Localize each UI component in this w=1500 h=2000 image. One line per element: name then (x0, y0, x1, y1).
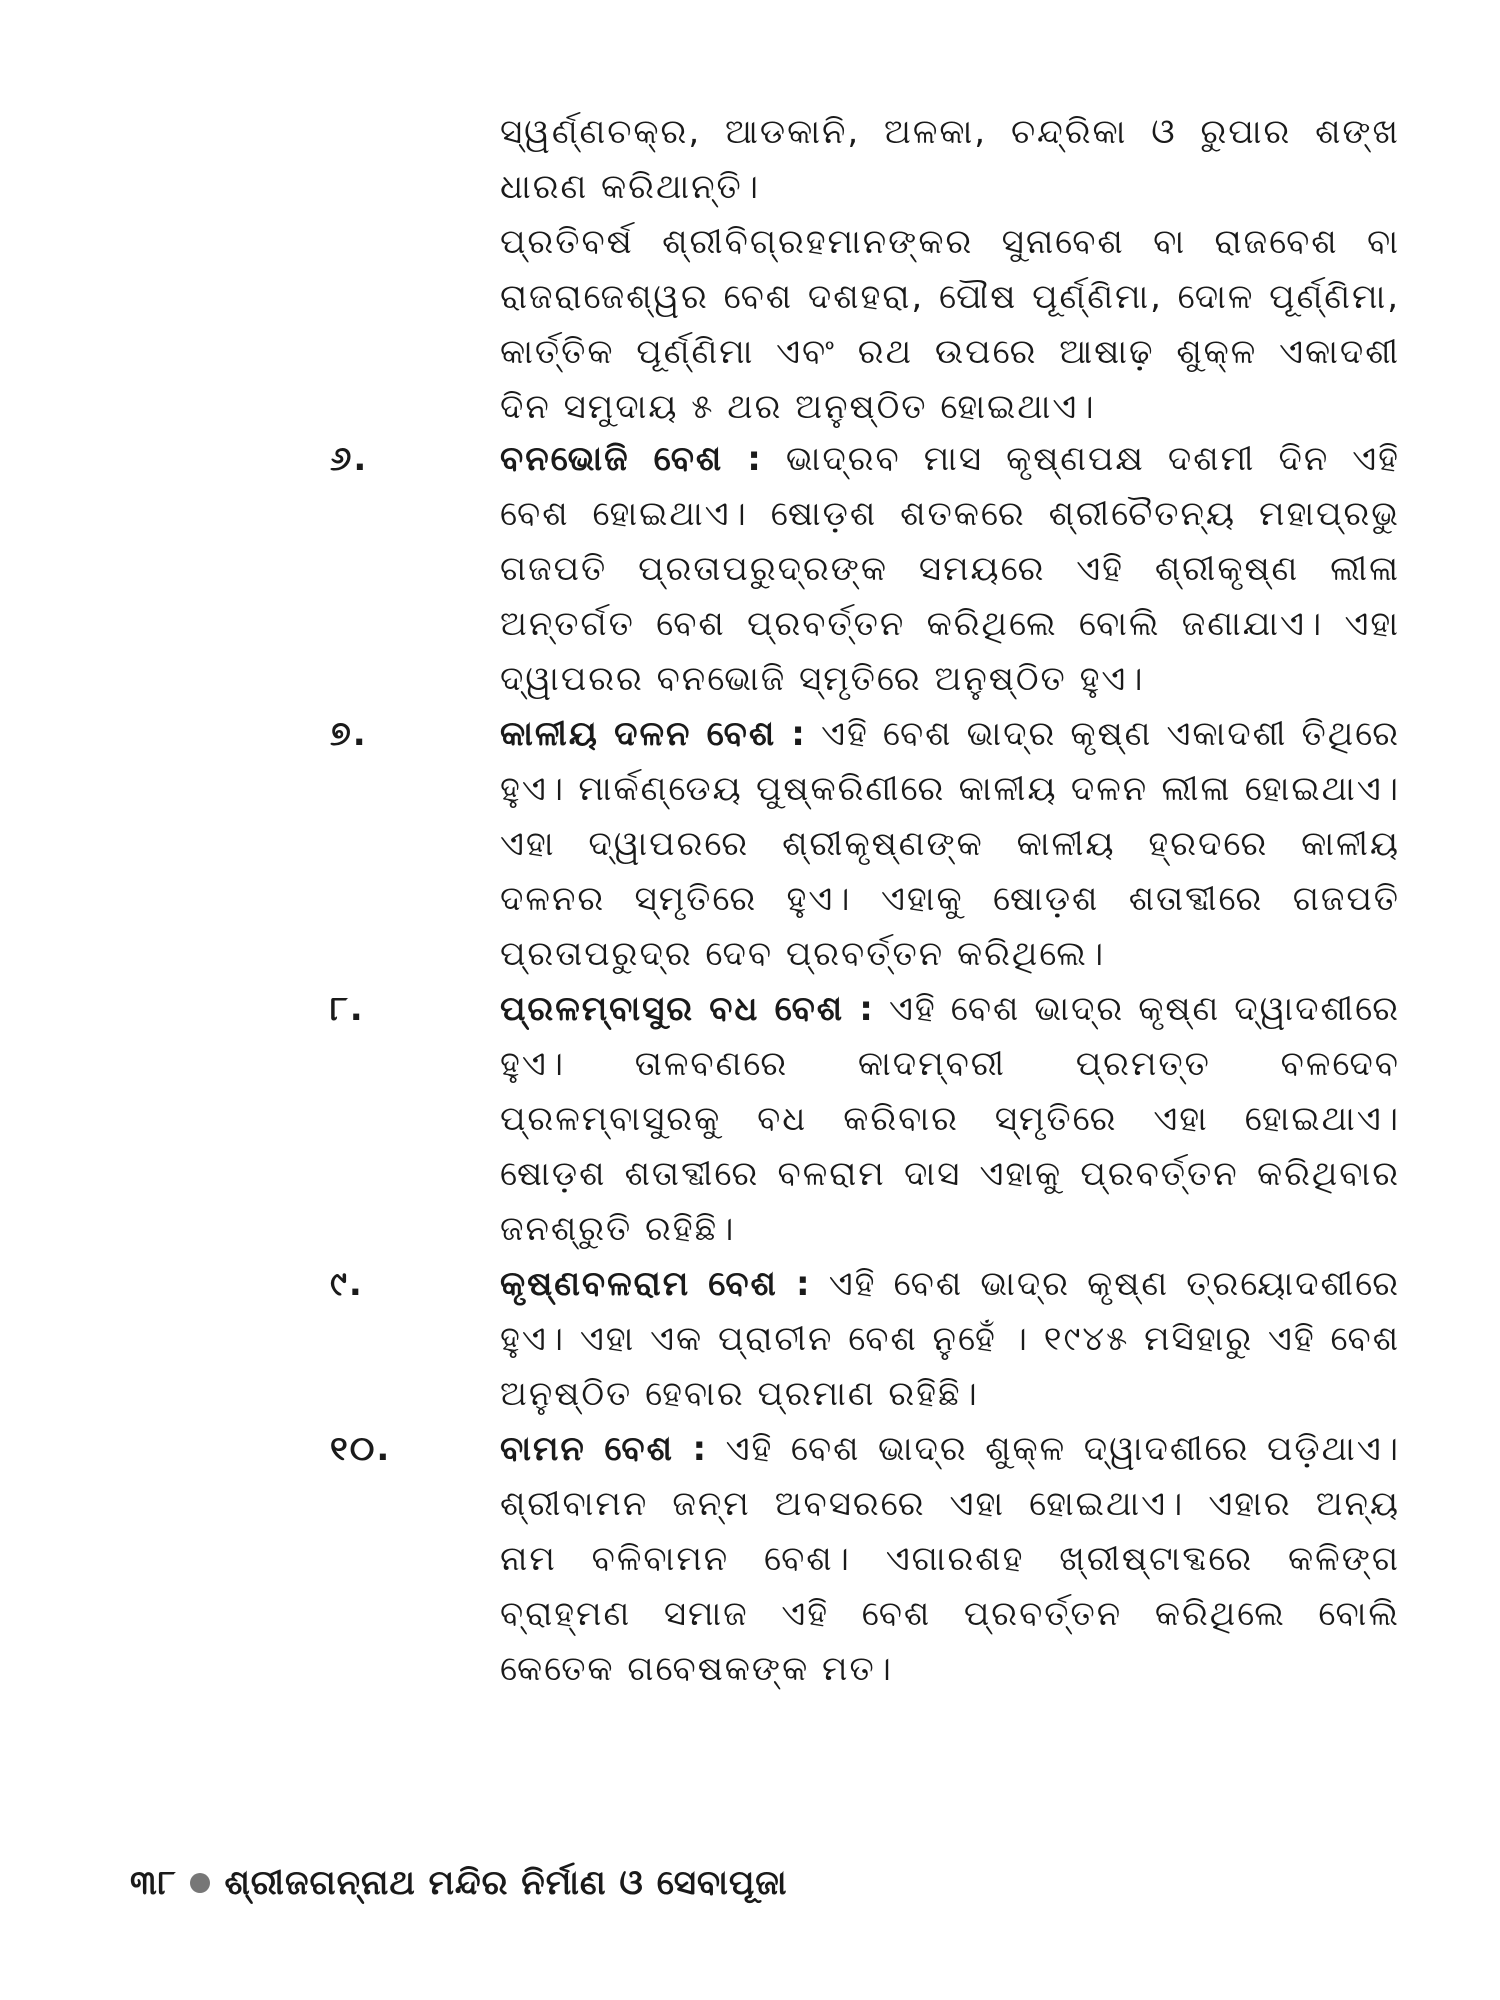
item-body (500, 432, 1400, 707)
page-number: ୩୮ (130, 1863, 177, 1903)
item-number: ୭. (330, 714, 368, 754)
list-item (330, 982, 1400, 1257)
item-title: ପ୍ରଳମ୍ବାସୁର ବଧ ବେଶ : (500, 989, 875, 1029)
besha-list (330, 432, 1400, 1697)
list-item (330, 1257, 1400, 1422)
item-body (500, 982, 1400, 1257)
item-number: ୮. (330, 989, 365, 1029)
item-title: କୃଷ୍ଣବଳରାମ ବେଶ : (500, 1264, 812, 1304)
intro-section (500, 105, 1400, 435)
item-text: ଏହି ବେଶ ଭାଦ୍ର କୃଷ୍ଣ ଏକାଦଶୀ ତିଥିରେ ହୁଏ। ମାର୍କଣ୍ଡେୟ ପୁଷ୍କରିଣୀରେ କାଳୀୟ ଦଳନ ଲୀଳା ହୋଇଥାଏ। ଏହା ଦ୍ୱାପରରେ ଶ୍ରୀକୃଷ୍ଣଙ୍କ କାଳୀୟ ହ୍ରଦରେ କାଳୀୟ ଦଳନର ସ୍ମୃତିରେ ହୁଏ। ଏହାକୁ ଷୋଡ଼ଶ ଶତାବ୍ଦୀରେ ଗଜପତି ପ୍ରତାପରୁଦ୍ର ଦେବ ପ୍ରବର୍ତ୍ତନ କରିଥିଲେ। (500, 714, 1400, 974)
list-item (330, 432, 1400, 707)
bullet-dot-icon (190, 1873, 210, 1893)
item-title: କାଳୀୟ ଦଳନ ବେଶ : (500, 714, 807, 754)
intro-paragraph-1: ସ୍ୱର୍ଣ୍ଣଚକ୍ର, ଆଡକାନି, ଅଳକା, ଚନ୍ଦ୍ରିକା ଓ ରୁପାର ଶଙ୍ଖ ଧାରଣ କରିଥାନ୍ତି। (500, 112, 1400, 207)
item-text: ଏହି ବେଶ ଭାଦ୍ର ଶୁକ୍ଳ ଦ୍ୱାଦଶୀରେ ପଡ଼ିଥାଏ। ଶ୍ରୀବାମନ ଜନ୍ମ ଅବସରରେ ଏହା ହୋଇଥାଏ। ଏହାର ଅନ୍ୟ ନାମ ବଳିବାମନ ବେଶ। ଏଗାରଶହ ଖ୍ରୀଷ୍ଟାବ୍ଦରେ କଳିଙ୍ଗ ବ୍ରାହ୍ମଣ ସମାଜ ଏହି ବେଶ ପ୍ରବର୍ତ୍ତନ କରିଥିଲେ ବୋଲି କେତେକ ଗବେଷକଙ୍କ ମତ। (500, 1429, 1401, 1689)
item-number: ୬. (330, 439, 369, 479)
item-title: ବନଭୋଜି ବେଶ : (500, 439, 763, 479)
item-text: ଏହି ବେଶ ଭାଦ୍ର କୃଷ୍ଣ ତ୍ରୟୋଦଶୀରେ ହୁଏ। ଏହା ଏକ ପ୍ରାଚୀନ ବେଶ ନୁହେଁ । ୧୯୪୫ ମସିହାରୁ ଏହି ବେଶ ଅନୁଷ୍ଠିତ ହେବାର ପ୍ରମାଣ ରହିଛି। (500, 1264, 1400, 1414)
item-number: ୧୦. (330, 1429, 392, 1469)
list-item (330, 707, 1400, 982)
item-text: ଏହି ବେଶ ଭାଦ୍ର କୃଷ୍ଣ ଦ୍ୱାଦଶୀରେ ହୁଏ। ତାଳବଣରେ କାଦମ୍ବରୀ ପ୍ରମତ୍ତ ବଳଦେବ ପ୍ରଳମ୍ବାସୁରକୁ ବଧ କରିବାର ସ୍ମୃତିରେ ଏହା ହୋଇଥାଏ। ଷୋଡ଼ଶ ଶତାବ୍ଦୀରେ ବଳରାମ ଦାସ ଏହାକୁ ପ୍ରବର୍ତ୍ତନ କରିଥିବାର ଜନଶ୍ରୁତି ରହିଛି। (500, 989, 1400, 1249)
page-footer (130, 1858, 788, 1908)
item-body (500, 1257, 1400, 1422)
item-body (500, 1422, 1400, 1697)
item-body (500, 707, 1400, 982)
list-item (330, 1422, 1400, 1697)
item-number: ୯. (330, 1264, 364, 1304)
intro-paragraph-2: ପ୍ରତିବର୍ଷ ଶ୍ରୀବିଗ୍ରହମାନଙ୍କର ସୁନାବେଶ ବା ରାଜବେଶ ବା ରାଜରାଜେଶ୍ୱର ବେଶ ଦଶହରା, ପୌଷ ପୂର୍ଣ୍ଣିମା, ଦୋଳ ପୂର୍ଣ୍ଣିମା, କାର୍ତ୍ତିକ ପୂର୍ଣ୍ଣିମା ଏବଂ ରଥ ଉପରେ ଆଷାଢ଼ ଶୁକ୍ଳ ଏକାଦଶୀ ଦିନ ସମୁଦାୟ ୫ ଥର ଅନୁଷ୍ଠିତ ହୋଇଥାଏ। (500, 222, 1400, 427)
item-title: ବାମନ ବେଶ : (500, 1429, 709, 1469)
item-text: ଭାଦ୍ରବ ମାସ କୃଷ୍ଣପକ୍ଷ ଦଶମୀ ଦିନ ଏହି ବେଶ ହୋଇଥାଏ। ଷୋଡ଼ଶ ଶତକରେ ଶ୍ରୀଚୈତନ୍ୟ ମହାପ୍ରଭୁ ଗଜପତି ପ୍ରତାପରୁଦ୍ରଙ୍କ ସମୟରେ ଏହି ଶ୍ରୀକୃଷ୍ଣ ଲୀଳା ଅନ୍ତର୍ଗତ ବେଶ ପ୍ରବର୍ତ୍ତନ କରିଥିଲେ ବୋଲି ଜଣାଯାଏ। ଏହା ଦ୍ୱାପରର ବନଭୋଜି ସ୍ମୃତିରେ ଅନୁଷ୍ଠିତ ହୁଏ। (500, 439, 1400, 699)
book-title: ଶ୍ରୀଜଗନ୍ନାଥ ମନ୍ଦିର ନିର୍ମାଣ ଓ ସେବାପୂଜା (224, 1863, 788, 1903)
